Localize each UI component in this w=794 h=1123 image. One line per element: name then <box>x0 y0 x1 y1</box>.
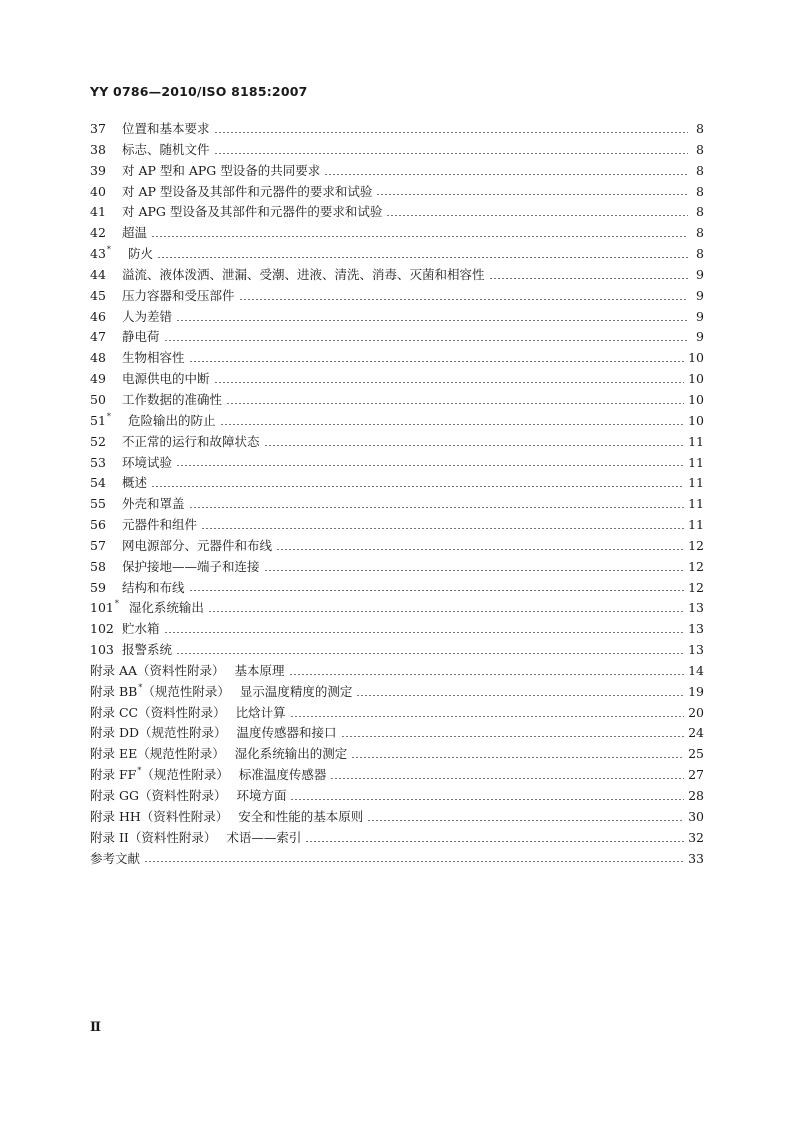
toc-entry-title: 元器件和组件 <box>122 517 198 533</box>
toc-entry-number: 51* <box>90 411 111 428</box>
toc-entry[interactable] <box>90 494 704 515</box>
toc-entry-title: 基本原理 <box>234 662 285 678</box>
toc-entry-number: 附录 HH（资料性附录） <box>90 808 229 824</box>
toc-entry-leader <box>341 736 685 737</box>
toc-entry-leader <box>289 674 685 675</box>
toc-entry-number: 46 <box>90 308 106 324</box>
toc-entry-leader <box>290 799 684 800</box>
toc-entry-title: 比焓计算 <box>235 704 286 720</box>
toc-entry-leader <box>386 215 688 216</box>
toc-entry-page: 33 <box>688 850 704 866</box>
table-of-contents <box>90 119 704 869</box>
toc-entry-page: 9 <box>696 329 704 345</box>
toc-entry-title: 电源供电的中断 <box>122 371 210 387</box>
toc-entry-leader <box>151 486 684 487</box>
toc-entry-page: 11 <box>688 475 704 491</box>
toc-entry[interactable] <box>90 765 704 786</box>
toc-entry-title: 对 AP 型设备及其部件和元器件的要求和试验 <box>122 183 373 199</box>
toc-entry-number: 40 <box>90 183 106 199</box>
toc-entry-page: 9 <box>696 266 704 282</box>
toc-entry-page: 27 <box>688 767 704 783</box>
toc-entry[interactable] <box>90 265 704 286</box>
toc-entry-number: 45 <box>90 287 106 303</box>
toc-entry-leader <box>226 403 684 404</box>
toc-entry-page: 30 <box>688 808 704 824</box>
toc-entry-leader <box>176 653 684 654</box>
toc-entry-star: * <box>114 599 119 609</box>
toc-entry-leader <box>214 132 688 133</box>
toc-entry-page: 10 <box>688 350 704 366</box>
toc-entry-page: 12 <box>688 558 704 574</box>
toc-entry[interactable] <box>90 598 704 619</box>
toc-entry-number: 42 <box>90 225 106 241</box>
toc-entry-star: * <box>106 411 111 421</box>
toc-entry-page: 9 <box>696 287 704 303</box>
toc-entry-page: 12 <box>688 579 704 595</box>
toc-entry-leader <box>189 590 685 591</box>
toc-entry[interactable] <box>90 140 704 161</box>
toc-entry[interactable] <box>90 348 704 369</box>
toc-entry-number: 38 <box>90 141 106 157</box>
toc-entry-title: 结构和布线 <box>122 579 185 595</box>
toc-entry-leader <box>276 549 684 550</box>
toc-entry-leader <box>164 340 688 341</box>
toc-entry-leader <box>489 278 688 279</box>
toc-entry-number: 101* <box>90 599 119 616</box>
toc-entry[interactable] <box>90 682 704 703</box>
toc-entry-number: 102 <box>90 621 114 637</box>
toc-entry-page: 12 <box>688 537 704 553</box>
toc-entry[interactable] <box>90 411 704 432</box>
toc-entry-page: 10 <box>688 371 704 387</box>
toc-entry-page: 8 <box>696 246 704 262</box>
toc-entry-leader <box>201 528 684 529</box>
toc-entry-leader <box>239 299 688 300</box>
toc-entry[interactable] <box>90 244 704 265</box>
toc-entry[interactable] <box>90 661 704 682</box>
toc-entry[interactable] <box>90 327 704 348</box>
toc-entry[interactable] <box>90 723 704 744</box>
toc-entry-title: 参考文献 <box>90 850 141 866</box>
toc-entry-title: 显示温度精度的测定 <box>239 683 353 699</box>
toc-entry-number: 47 <box>90 329 106 345</box>
toc-entry-title: 防火 <box>128 246 154 262</box>
toc-entry-page: 11 <box>688 517 704 533</box>
toc-entry-number: 附录 DD（规范性附录） <box>90 725 227 741</box>
toc-entry[interactable] <box>90 119 704 140</box>
toc-entry-page: 10 <box>688 412 704 428</box>
toc-entry-title: 温度传感器和接口 <box>236 725 337 741</box>
toc-entry-title: 工作数据的准确性 <box>122 391 223 407</box>
toc-entry-title: 环境方面 <box>236 788 287 803</box>
toc-entry-title: 不正常的运行和故障状态 <box>122 433 260 449</box>
toc-entry-leader <box>330 778 684 779</box>
toc-entry-page: 11 <box>688 433 704 449</box>
toc-entry-number: 37 <box>90 121 106 136</box>
toc-entry-leader <box>356 695 684 696</box>
toc-entry-leader <box>157 257 688 258</box>
toc-entry-number: 39 <box>90 162 106 178</box>
toc-entry-title: 危险输出的防止 <box>128 412 216 428</box>
toc-entry[interactable] <box>90 307 704 328</box>
toc-entry[interactable] <box>90 390 704 411</box>
toc-entry-title: 外壳和罩盖 <box>122 496 185 512</box>
toc-entry-leader <box>189 507 685 508</box>
toc-entry-number: 52 <box>90 433 106 449</box>
toc-entry-title: 位置和基本要求 <box>122 121 210 136</box>
toc-entry-leader <box>176 320 688 321</box>
toc-entry-leader <box>164 632 685 633</box>
toc-entry-number: 附录 GG（资料性附录） <box>90 788 227 803</box>
toc-entry[interactable] <box>90 202 704 223</box>
toc-entry-title: 保护接地——端子和连接 <box>122 558 260 574</box>
toc-entry-number: 附录 CC（资料性附录） <box>90 704 226 720</box>
toc-entry-title: 环境试验 <box>122 454 173 470</box>
toc-entry-number: 54 <box>90 475 106 491</box>
toc-entry-title: 安全和性能的基本原则 <box>238 808 364 824</box>
toc-entry[interactable] <box>90 578 704 599</box>
toc-entry-number: 附录 FF*（规范性附录） <box>90 766 229 783</box>
toc-entry[interactable] <box>90 619 704 640</box>
toc-entry[interactable] <box>90 182 704 203</box>
toc-entry-page: 11 <box>688 454 704 470</box>
toc-entry-title: 报警系统 <box>122 642 173 658</box>
toc-entry[interactable] <box>90 849 704 870</box>
toc-entry-leader <box>208 611 684 612</box>
toc-entry[interactable] <box>90 536 704 557</box>
toc-entry-page: 13 <box>688 642 704 658</box>
toc-entry-leader <box>220 424 685 425</box>
toc-entry-leader <box>264 570 685 571</box>
toc-entry-page: 24 <box>688 725 704 741</box>
toc-entry-page: 8 <box>696 225 704 241</box>
toc-entry[interactable] <box>90 223 704 244</box>
toc-entry-number: 103 <box>90 642 114 658</box>
toc-entry-number: 50 <box>90 391 106 407</box>
toc-entry-leader <box>376 194 688 195</box>
toc-entry-title: 网电源部分、元器件和布线 <box>122 537 273 553</box>
toc-entry-page: 11 <box>688 496 704 512</box>
toc-entry-leader <box>367 820 684 821</box>
toc-entry-title: 压力容器和受压部件 <box>122 287 235 303</box>
toc-entry-number: 43* <box>90 245 111 262</box>
toc-entry[interactable] <box>90 744 704 765</box>
toc-entry-page: 8 <box>696 162 704 178</box>
page-number: Ⅱ <box>90 1020 101 1035</box>
toc-entry[interactable] <box>90 807 704 828</box>
toc-entry-number: 44 <box>90 266 106 282</box>
toc-entry-title: 概述 <box>122 475 148 491</box>
toc-entry-number: 48 <box>90 350 106 366</box>
toc-entry-leader <box>144 861 684 862</box>
toc-entry-leader <box>189 361 685 362</box>
toc-entry[interactable] <box>90 453 704 474</box>
toc-entry-number: 57 <box>90 537 106 553</box>
toc-entry-page: 8 <box>696 121 704 136</box>
toc-entry-page: 8 <box>696 141 704 157</box>
toc-entry-number: 59 <box>90 579 106 595</box>
toc-entry-star: * <box>138 682 143 692</box>
toc-entry-number: 58 <box>90 558 106 574</box>
toc-entry[interactable] <box>90 557 704 578</box>
toc-entry-page: 19 <box>688 683 704 699</box>
toc-entry-number: 附录 II（资料性附录） <box>90 829 217 845</box>
toc-entry-page: 8 <box>696 183 704 199</box>
toc-entry-leader <box>290 716 684 717</box>
toc-entry[interactable] <box>90 286 704 307</box>
toc-entry-number: 41 <box>90 204 106 220</box>
toc-entry[interactable] <box>90 828 704 849</box>
toc-entry-title: 生物相容性 <box>122 350 185 366</box>
toc-entry-title: 溢流、液体泼洒、泄漏、受潮、进液、清洗、消毒、灭菌和相容性 <box>122 266 485 282</box>
toc-entry-leader <box>214 382 685 383</box>
toc-entry-title: 湿化系统输出的测定 <box>234 746 348 762</box>
toc-entry[interactable] <box>90 369 704 390</box>
toc-entry-page: 10 <box>688 391 704 407</box>
toc-entry-leader <box>264 445 685 446</box>
toc-entry-page: 20 <box>688 704 704 720</box>
toc-entry-page: 13 <box>688 621 704 637</box>
toc-entry-page: 13 <box>688 600 704 616</box>
toc-entry-leader <box>176 465 684 466</box>
toc-entry-title: 超温 <box>122 225 148 241</box>
toc-entry[interactable] <box>90 703 704 724</box>
toc-entry-title: 术语——索引 <box>226 829 302 845</box>
toc-entry-title: 人为差错 <box>122 308 173 324</box>
document-code-header: YY 0786—2010/ISO 8185:2007 <box>90 84 308 99</box>
toc-entry-page: 14 <box>688 662 704 678</box>
toc-entry-star: * <box>106 245 111 255</box>
toc-entry[interactable] <box>90 515 704 536</box>
toc-entry-title: 标准温度传感器 <box>238 767 327 783</box>
toc-entry-leader <box>214 153 688 154</box>
toc-entry-leader <box>324 174 688 175</box>
toc-entry-number: 55 <box>90 496 106 512</box>
toc-entry-number: 附录 BB*（规范性附录） <box>90 682 230 699</box>
toc-entry-leader <box>151 236 688 237</box>
toc-entry-number: 56 <box>90 517 106 533</box>
toc-entry-title: 对 APG 型设备及其部件和元器件的要求和试验 <box>122 204 383 220</box>
toc-entry-title: 静电荷 <box>122 329 160 345</box>
toc-entry-number: 53 <box>90 454 106 470</box>
toc-entry-title: 贮水箱 <box>122 621 160 637</box>
toc-entry-number: 附录 AA（资料性附录） <box>90 662 225 678</box>
toc-entry-page: 25 <box>688 746 704 762</box>
toc-entry-page: 9 <box>696 308 704 324</box>
toc-entry-title: 对 AP 型和 APG 型设备的共同要求 <box>122 162 321 178</box>
toc-entry-page: 32 <box>688 829 704 845</box>
toc-entry-leader <box>351 757 684 758</box>
toc-entry-page: 8 <box>696 204 704 220</box>
toc-entry-leader <box>305 841 684 842</box>
toc-entry[interactable] <box>90 786 704 807</box>
toc-entry-title: 标志、随机文件 <box>122 141 210 157</box>
toc-entry[interactable] <box>90 161 704 182</box>
toc-entry-number: 附录 EE（规范性附录） <box>90 746 225 762</box>
toc-entry-number: 49 <box>90 371 106 387</box>
toc-entry-star: * <box>137 766 142 776</box>
toc-entry-page: 28 <box>688 788 704 803</box>
toc-entry[interactable] <box>90 473 704 494</box>
toc-entry-title: 湿化系统输出 <box>128 600 204 616</box>
toc-entry[interactable] <box>90 640 704 661</box>
toc-entry[interactable] <box>90 432 704 453</box>
